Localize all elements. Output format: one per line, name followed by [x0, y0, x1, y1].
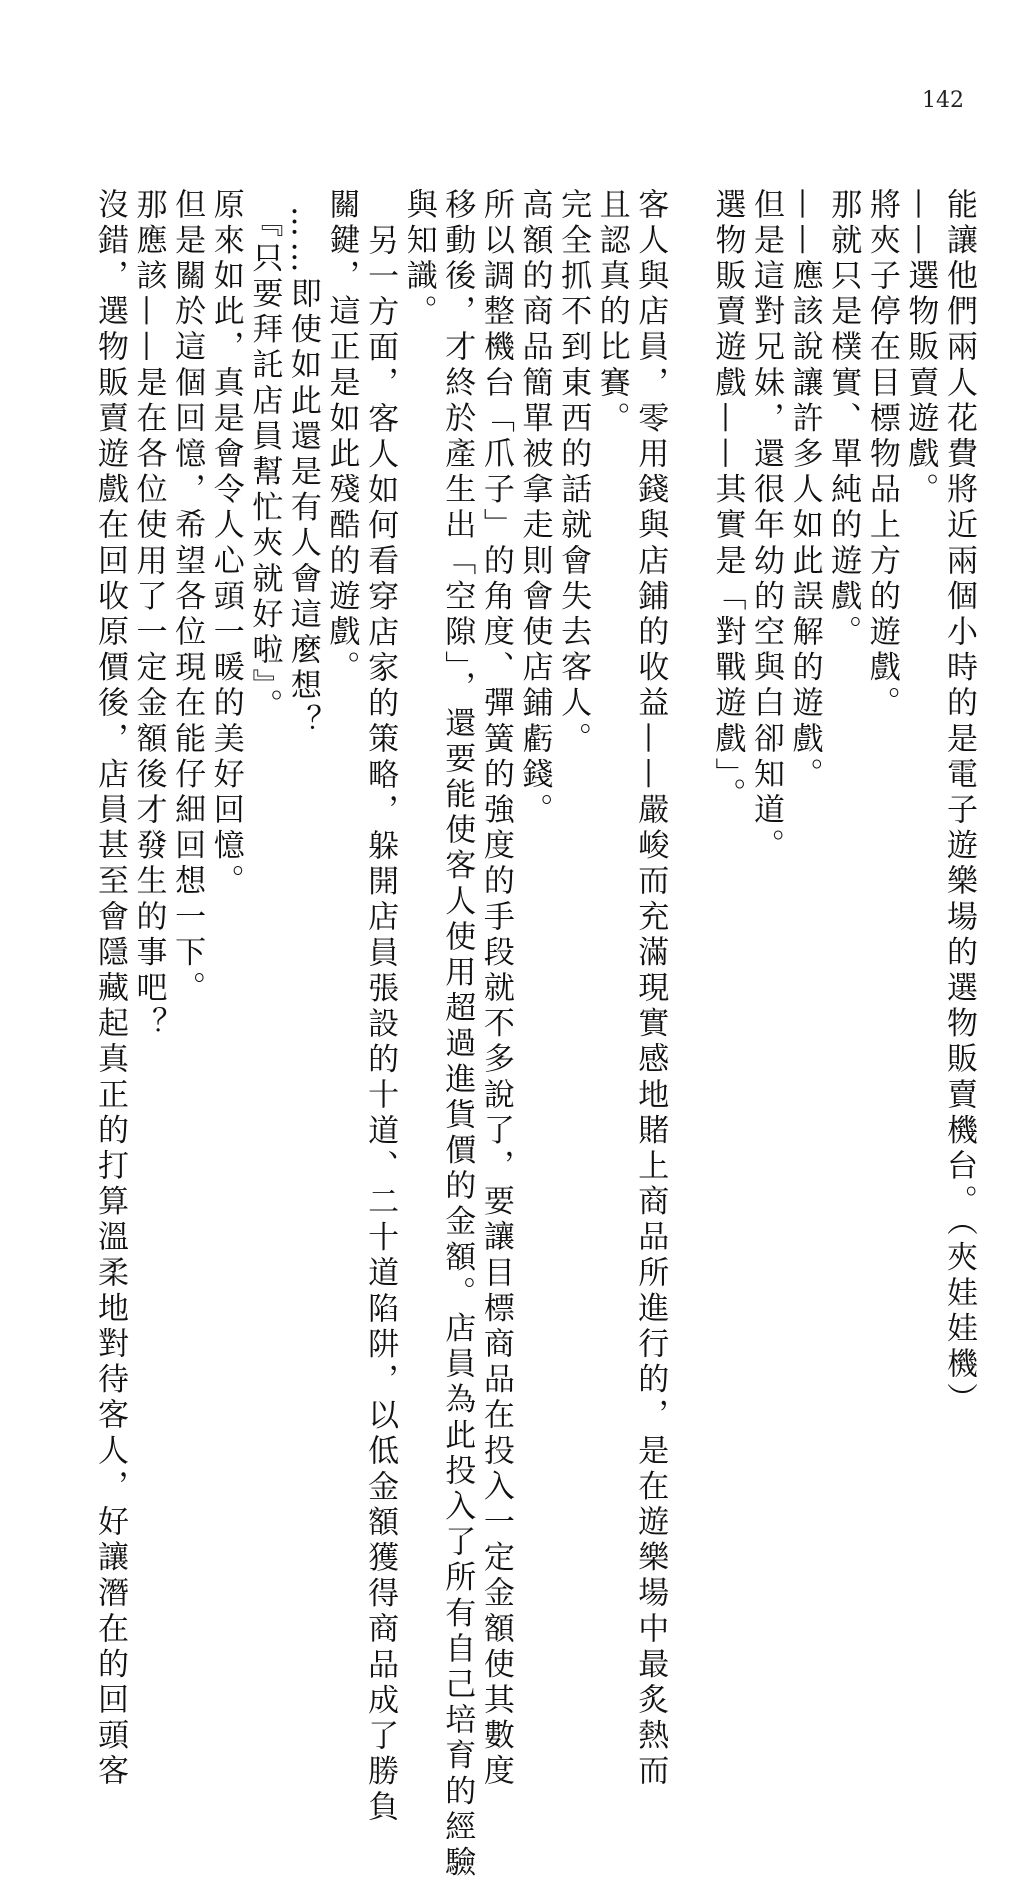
text-line: 與知識。	[400, 188, 437, 331]
text-line: 所以調整機台「爪子」的角度、彈簧的強度的手段就不多說了，要讓目標商品在投入一定金額使其數度	[477, 188, 514, 1790]
text-line: 高額的商品簡單被拿走則會使店鋪虧錢。	[516, 188, 553, 829]
text-line: 沒錯，選物販賣遊戲在回收原價後，店員甚至會隱藏起真正的打算溫柔地對待客人，好讓潛在的回頭客	[91, 188, 128, 1790]
text-line: 原來如此，真是會令人心頭一暖的美好回憶。	[207, 188, 244, 900]
text-line: 移動後，才終於產生出「空隙」，還要能使客人使用超過進貨價的金額。店員為此投入了所有自己培育的經驗	[439, 188, 476, 1881]
text-line: ——應該說讓許多人如此誤解的遊戲。	[786, 188, 823, 794]
text-line: 那應該——是在各位使用了一定金額後才發生的事吧？	[130, 188, 167, 1043]
text-line: 但是這對兄妹，還很年幼的空與白卻知道。	[748, 188, 785, 865]
text-line: ……即使如此還是有人會這麼想？	[284, 206, 321, 740]
text-line: 且認真的比賽。	[593, 188, 630, 438]
text-line: ——選物販賣遊戲。	[902, 188, 939, 509]
text-line: 那就只是樸實、單純的遊戲。	[825, 188, 862, 651]
text-line: 將夾子停在目標物品上方的遊戲。	[863, 188, 900, 722]
paragraph-break	[669, 188, 708, 1478]
text-line: 另一方面，客人如何看穿店家的策略，躲開店員張設的十道、二十道陷阱，以低金額獲得商品成了勝負	[362, 224, 399, 1826]
text-line: 『只要拜託店員幫忙夾就好啦』。	[246, 206, 283, 725]
text-line: 關鍵，這正是如此殘酷的遊戲。	[323, 188, 360, 687]
text-line: 能讓他們兩人花費將近兩個小時的是電子遊樂場的選物販賣機台。（夾娃娃機）	[941, 188, 977, 1419]
page-number: 142	[922, 88, 964, 113]
body-text	[90, 188, 978, 1881]
text-line: 但是關於這個回憶，希望各位現在能仔細回想一下。	[169, 188, 206, 1007]
text-line: 客人與店員，零用錢與店鋪的收益——嚴峻而充滿現實感地賭上商品所進行的，是在遊樂場中最炙熱而	[632, 188, 669, 1790]
text-line: 完全抓不到東西的話就會失去客人。	[555, 188, 592, 758]
text-line: 選物販賣遊戲——其實是「對戰遊戲」。	[709, 188, 746, 814]
